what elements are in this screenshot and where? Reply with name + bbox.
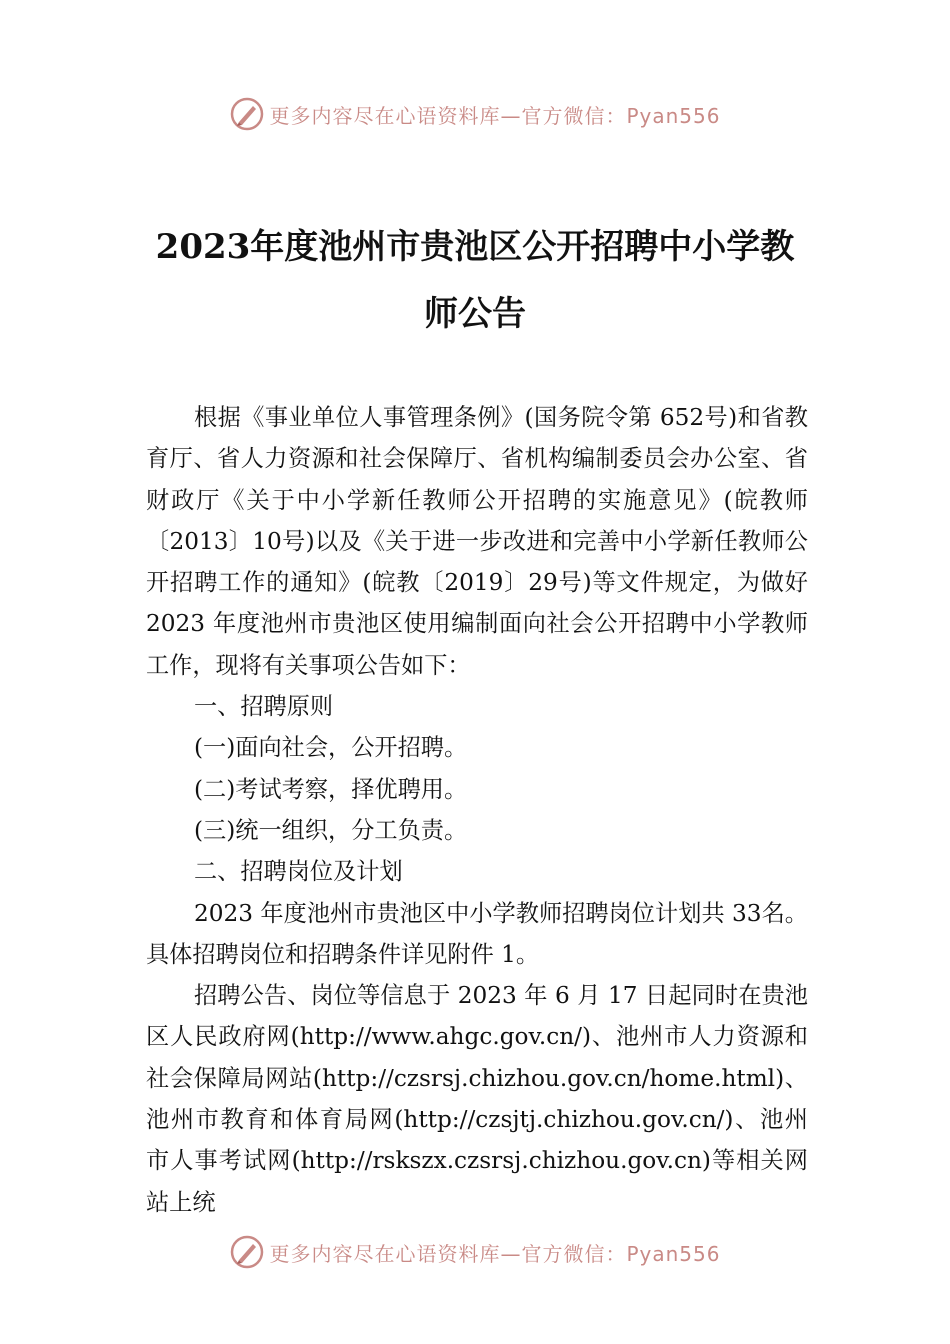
paragraph-publication: 招聘公告、岗位等信息于 2023 年 6 月 17 日起同时在贵池区人民政府网(http://www.ahgc.gov.cn/)、池州市人力资源和社会保障局网站(http://czsrsj.chizhou.gov.cn/home.html)、池州市教育和体育局网(http://czsjtj.chizhou.gov.cn/)、池州市人事考试网(http://rskszx.czsrsj.chizhou.gov.cn)等相关网站上统 bbox=[146, 982, 808, 1216]
pen-logo-icon bbox=[229, 96, 265, 132]
pen-logo-icon bbox=[229, 1234, 265, 1270]
title-line-1: 2023年度池州市贵池区公开招聘中小学教 bbox=[155, 227, 795, 267]
principle-item-2: (二)考试考察，择优聘用。 bbox=[194, 775, 468, 803]
paragraph-intro: 根据《事业单位人事管理条例》(国务院令第 652号)和省教育厅、省人力资源和社会保障厅、省机构编制委员会办公室、省财政厅《关于中小学新任教师公开招聘的实施意见》(皖教师〔2013〕10号)以及《关于进一步改进和完善中小学新任教师公开招聘工作的通知》(皖教〔2019〕29号)等文件规定，为做好 2023 年度池州市贵池区使用编制面向社会公开招聘中小学教师工作，现将有关事项公告如下： bbox=[146, 404, 808, 679]
section-heading-principles: 一、招聘原则 bbox=[194, 693, 334, 721]
section-heading-positions: 二、招聘岗位及计划 bbox=[194, 858, 403, 886]
principle-item-3: (三)统一组织，分工负责。 bbox=[194, 816, 468, 844]
watermark-footer bbox=[0, 1234, 950, 1270]
document-body bbox=[146, 397, 808, 1223]
title-line-2: 师公告 bbox=[424, 294, 526, 334]
document-title bbox=[0, 214, 950, 348]
watermark-text: 更多内容尽在心语资料库—官方微信：Pyan556 bbox=[269, 1241, 721, 1266]
watermark-header bbox=[0, 96, 950, 132]
principle-item-1: (一)面向社会，公开招聘。 bbox=[194, 734, 468, 762]
paragraph-positions: 2023 年度池州市贵池区中小学教师招聘岗位计划共 33名。具体招聘岗位和招聘条件详见附件 1。 bbox=[146, 899, 808, 968]
watermark-text: 更多内容尽在心语资料库—官方微信：Pyan556 bbox=[269, 103, 721, 128]
